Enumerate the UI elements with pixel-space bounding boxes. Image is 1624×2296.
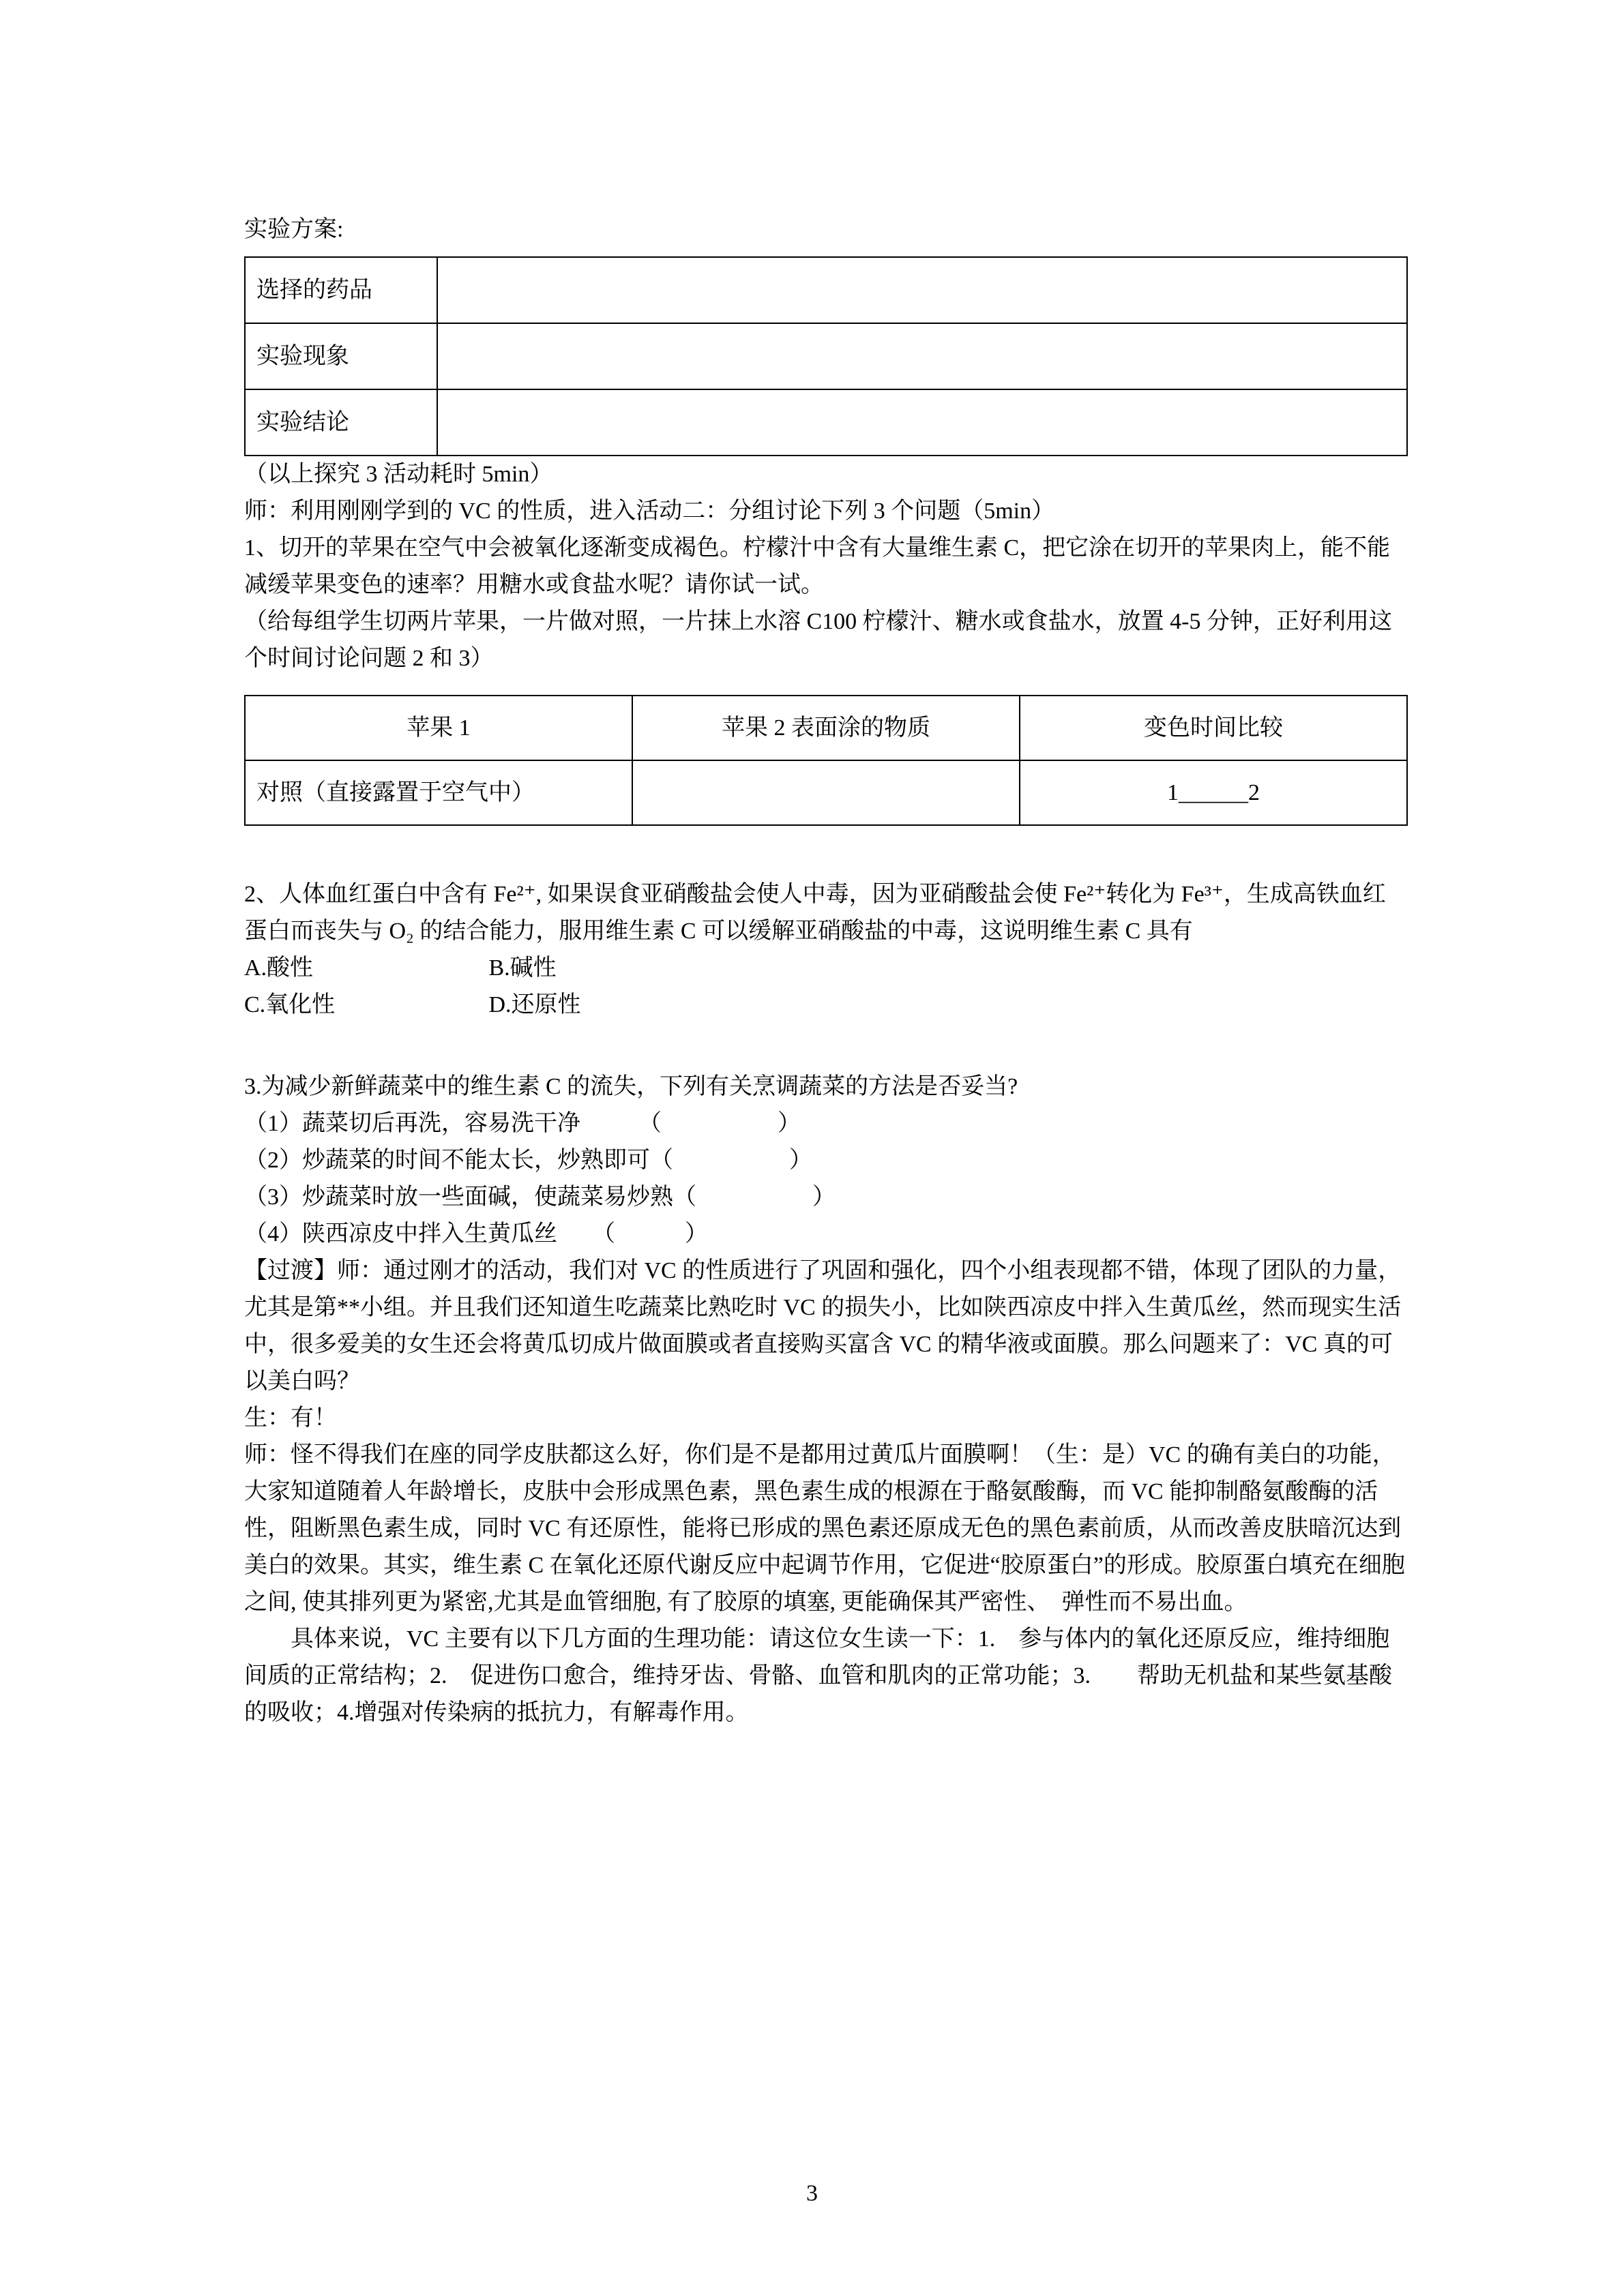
option-d: D.还原性 <box>488 992 581 1017</box>
apple-table-header-1: 苹果 1 <box>245 696 632 760</box>
table-row <box>245 696 1407 760</box>
apple-table-header-2: 苹果 2 表面涂的物质 <box>632 696 1020 760</box>
teacher-intro: 师：利用刚刚学到的 VC 的性质，进入活动二：分组讨论下列 3 个问题（5min） <box>244 498 1055 524</box>
option-b: B.碱性 <box>488 955 557 981</box>
question-2-text: 2、人体血红蛋白中含有 Fe²⁺, 如果误食亚硝酸盐会使人中毒，因为亚硝酸盐会使 Fe²⁺转化为 Fe³⁺，生成高铁血红蛋白而丧失与 O₂ 的结合能力，服用维生素 C 可以缓解亚硝酸盐的中毒，这说明维生素 C 具有 <box>244 882 1386 944</box>
question-3-item-3: （3）炒蔬菜时放一些面碱，使蔬菜易炒熟（ ） <box>244 1184 836 1210</box>
question-1-text: 1、切开的苹果在空气中会被氧化逐渐变成褐色。柠檬汁中含有大量维生素 C，把它涂在切开的苹果肉上，能不能减缓苹果变色的速率？用糖水或食盐水呢？请你试一试。 <box>244 535 1391 597</box>
question-3-text: 3.为减少新鲜蔬菜中的维生素 C 的流失，下列有关烹调蔬菜的方法是否妥当? <box>244 1074 1018 1099</box>
table-row <box>245 257 1407 323</box>
table-row <box>245 760 1407 825</box>
student-reply: 生：有！ <box>244 1405 337 1431</box>
apple-table-cell-control: 对照（直接露置于空气中） <box>245 760 632 825</box>
experiment-plan-table <box>244 256 1408 456</box>
plan-row-label-conclusion: 实验结论 <box>245 389 437 456</box>
question-3-item-1: （1）蔬菜切后再洗，容易洗干净 （ ） <box>244 1111 801 1136</box>
plan-row-value-conclusion <box>437 389 1407 456</box>
apple-experiment-table <box>244 695 1408 826</box>
question-3-item-2: （2）炒蔬菜的时间不能太长，炒熟即可（ ） <box>244 1148 812 1173</box>
section-heading: 实验方案: <box>244 217 344 242</box>
plan-row-value-phenomenon <box>437 323 1407 389</box>
page-content <box>244 211 1408 1731</box>
table-row <box>245 323 1407 389</box>
table-row <box>245 389 1407 456</box>
timing-note: （以上探究 3 活动耗时 5min） <box>244 462 553 487</box>
option-a: A.酸性 <box>244 955 314 981</box>
transition-paragraph: 【过渡】师：通过刚才的活动，我们对 VC 的性质进行了巩固和强化，四个小组表现都不错，体现了团队的力量，尤其是第**小组。并且我们还知道生吃蔬菜比熟吃时 VC 的损失小，比如陕西凉皮中拌入生黄瓜丝，然而现实生活中，很多爱美的女生还会将黄瓜切成片做面膜或者直接购买富含 VC 的精华液或面膜。那么问题来了：VC 真的可以美白吗？ <box>244 1258 1402 1394</box>
physiology-paragraph: 具体来说，VC 主要有以下几方面的生理功能：请这位女生读一下：1. 参与体内的氧化还原反应，维持细胞间质的正常结构；2. 促进伤口愈合，维持牙齿、骨骼、血管和肌肉的正常功能；3. 帮助无机盐和某些氨基酸的吸收；4.增强对传染病的抵抗力，有解毒作用。 <box>244 1626 1392 1725</box>
question-3-item-4: （4）陕西凉皮中拌入生黄瓜丝 （ ） <box>244 1221 708 1247</box>
teacher-reply-paragraph: 师：怪不得我们在座的同学皮肤都这么好，你们是不是都用过黄瓜片面膜啊！（生：是）VC 的确有美白的功能，大家知道随着人年龄增长，皮肤中会形成黑色素，黑色素生成的根源在于酪氨酸酶，而 VC 能抑制酪氨酸酶的活性，阻断黑色素生成，同时 VC 有还原性，能将已形成的黑色素还原成无色的黑色素前质，从而改善皮肤暗沉达到美白的效果。其实，维生素 C 在氧化还原代谢反应中起调节作用，它促进“胶原蛋白”的形成。胶原蛋白填充在细胞之间, 使其排列更为紧密,尤其是血管细胞, 有了胶原的填塞, 更能确保其严密性、 弹性而不易出血。 <box>244 1442 1405 1615</box>
plan-row-value-drug <box>437 257 1407 323</box>
question-2-options-row-2 <box>244 987 1408 1024</box>
question-2-options-row-1 <box>244 950 1408 987</box>
option-c: C.氧化性 <box>244 992 336 1017</box>
plan-row-label-phenomenon: 实验现象 <box>245 323 437 389</box>
plan-row-label-drug: 选择的药品 <box>245 257 437 323</box>
question-1-note: （给每组学生切两片苹果，一片做对照，一片抹上水溶 C100 柠檬汁、糖水或食盐水，放置 4-5 分钟，正好利用这个时间讨论问题 2 和 3） <box>244 609 1392 671</box>
apple-table-cell-time: 1______2 <box>1020 760 1407 825</box>
apple-table-cell-substance <box>632 760 1020 825</box>
apple-table-header-3: 变色时间比较 <box>1020 696 1407 760</box>
page-number: 3 <box>806 2181 818 2206</box>
